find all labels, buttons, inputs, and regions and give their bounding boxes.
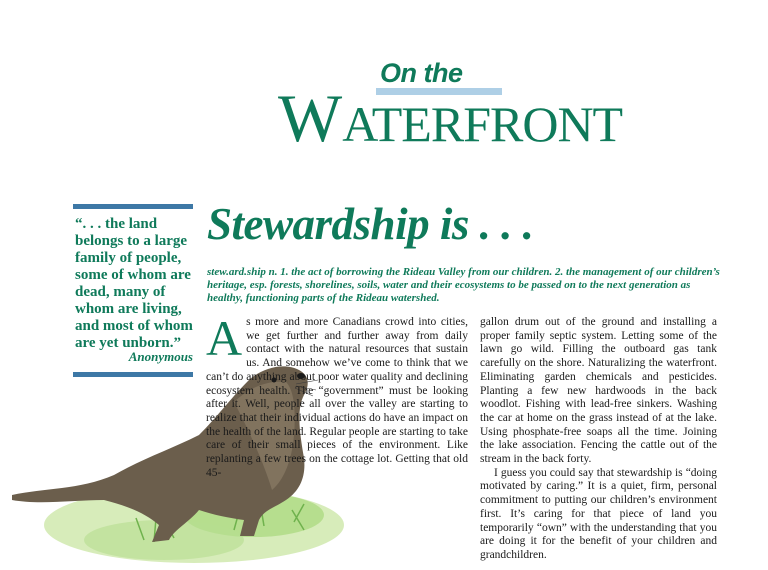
quote-rule-top <box>73 204 193 209</box>
quote-attribution: Anonymous <box>128 349 193 364</box>
masthead-title-rest: ATERFRONT <box>342 96 623 152</box>
pull-quote: “. . . the land belongs to a large family of people, some of whom are dead, many of whom are living, and most of whom are yet unborn.” <box>75 216 193 351</box>
masthead-title-initial: W <box>278 80 343 156</box>
masthead-title <box>278 80 623 156</box>
article-column-1 <box>206 310 468 558</box>
masthead-small-text: On the <box>380 58 463 88</box>
article-paragraph: I guess you could say that stewardship is “doing motivated by caring.” It is a quiet, firm, personal commitment to putting our children’s environment first. It’s caring for that piece of land you temporarily “own” with the understanding that you are doing it for the benefit of your children and grandchildren. <box>480 466 717 561</box>
definition-text: stew.ard.ship n. 1. the act of borrowing the Rideau Valley from our children. 2. the management of our children’s heritage, esp. forests, shorelines, soils, water and their ecosystems to be passed on to the next generation as healthy, functioning parts of the Rideau watershed. <box>207 266 720 304</box>
masthead-logo <box>0 58 768 158</box>
article-column-1-text: s more and more Canadians crowd into cities, we get further and further away from daily contact with the natural resources that sustain us. And somehow we’ve come to think that we can’t do anything about poor water quality and declining ecosystem health. The “government” must be looking after it. Well, people all over the valley are starting to realize that their individual actions do have an impact on the health of the land. Regular people are starting to take care of their small pieces of the environment. Like replanting a few trees on the cottage lot. Getting that old 45- <box>206 316 468 479</box>
headline: Stewardship is . . . <box>207 199 534 249</box>
article-paragraph: gallon drum out of the ground and installing a proper family septic system. Letting some of the lawn go wild. Filling the outboard gas tank carefully on the shore. Naturalizing the waterfront. Eliminating garden chemicals and pesticides. Planting a few new hardwoods in the back woodlot. Fishing with lead-free sinkers. Washing the car at home on the grass instead of at the lake. Using phosphate-free soaps all the time. Joining the lake association. Fencing the cattle out of the stream in the back forty. <box>480 316 717 466</box>
drop-cap: A <box>206 310 243 366</box>
article-column-2 <box>480 316 717 563</box>
